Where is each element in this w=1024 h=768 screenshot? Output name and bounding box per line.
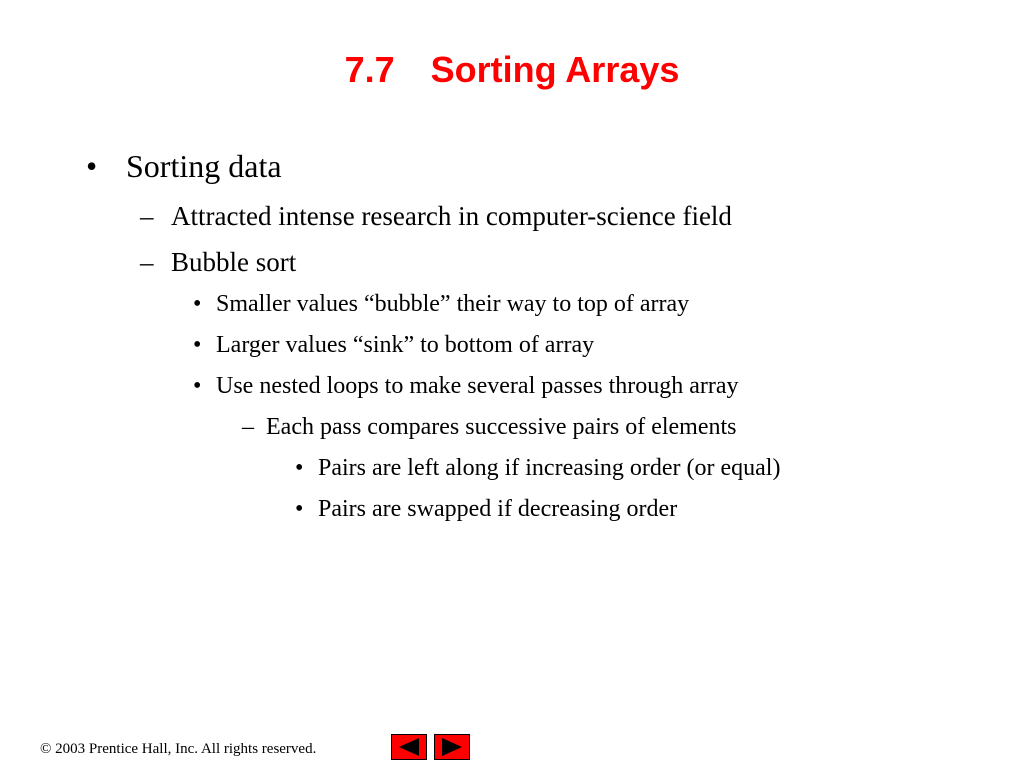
bullet-pairs-left: Pairs are left along if increasing order (or equal) (318, 455, 781, 481)
bullet-marker: • (295, 455, 304, 481)
triangle-left-icon (392, 735, 426, 759)
bullet-nested-loops: Use nested loops to make several passes through array (216, 373, 739, 399)
copyright-text: 2003 Prentice Hall, Inc. All rights reserved. (55, 741, 317, 757)
copyright-symbol: © (40, 741, 52, 757)
title-number: 7.7 (344, 49, 395, 90)
dash-marker: – (242, 414, 254, 440)
bullet-marker: • (193, 373, 202, 399)
bullet-pairs-swapped: Pairs are swapped if decreasing order (318, 496, 678, 522)
bullet-each-pass: Each pass compares successive pairs of elements (266, 414, 737, 440)
bullet-marker: • (193, 291, 202, 317)
bullet-marker: • (193, 332, 202, 358)
triangle-right-icon (435, 735, 469, 759)
bullet-bubble-sort: Bubble sort (171, 247, 297, 277)
copyright-footer (40, 741, 316, 758)
bullet-sorting-data: Sorting data (126, 148, 282, 184)
previous-slide-button[interactable] (391, 734, 427, 760)
next-slide-button[interactable] (434, 734, 470, 760)
bullet-marker: • (295, 496, 304, 522)
dash-marker: – (140, 247, 154, 277)
bullet-larger-values: Larger values “sink” to bottom of array (216, 332, 595, 358)
bullet-marker: • (86, 148, 98, 184)
title-text: Sorting Arrays (430, 49, 680, 90)
dash-marker: – (140, 201, 154, 231)
bullet-smaller-values: Smaller values “bubble” their way to top of array (216, 291, 690, 317)
bullet-attracted-research: Attracted intense research in computer-science field (171, 201, 732, 231)
